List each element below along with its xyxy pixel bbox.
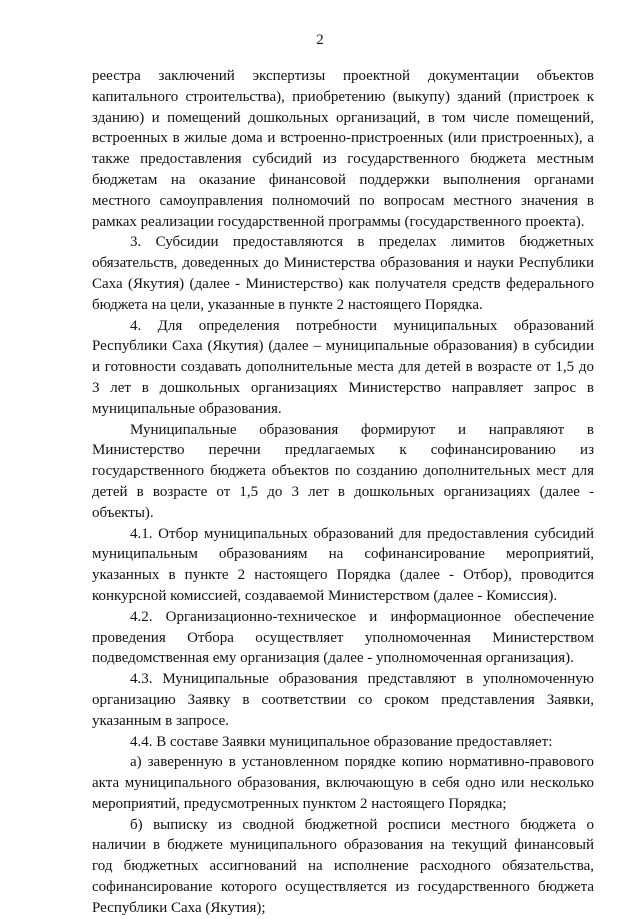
- paragraph-item-4-3: 4.3. Муниципальные образования представляют в уполномоченную организацию Заявку в соответствии со сроком представления Заявки, указанным в запросе.: [92, 671, 594, 729]
- page-number: 2: [316, 32, 324, 48]
- paragraph-subitem-b: б) выписку из сводной бюджетной росписи местного бюджета о наличии в бюджете муниципального образования на текущий финансовый год бюджетных ассигнований на исполнение расходного обязательства, софинансирование которого осуществляется из государственного бюджета Республики Саха (Якутия);: [92, 816, 594, 916]
- paragraph-subitem-a: а) заверенную в установленном порядке копию нормативно-правового акта муниципального образования, включающую в себя одно или несколько мероприятий, предусмотренных пунктом 2 настоящего Порядка;: [92, 754, 594, 812]
- paragraph-item-4-4: 4.4. В составе Заявки муниципальное образование предоставляет:: [130, 733, 553, 750]
- paragraph-municipal-lists: Муниципальные образования формируют и направляют в Министерство перечни предлагаемых к софинансированию из государственного бюджета объектов по созданию дополнительных мест для детей в возрасте от 1,5 до 3 лет в дошкольных организациях (далее - объекты).: [92, 421, 594, 521]
- paragraph-item-4-1: 4.1. Отбор муниципальных образований для предоставления субсидий муниципальным образованиям на софинансирование мероприятий, указанных в пункте 2 настоящего Порядка (далее - Отбор), проводится конкурсной комиссией, создаваемой Министерством (далее - Комиссия).: [92, 525, 594, 604]
- paragraph-item-4-2: 4.2. Организационно-техническое и информационное обеспечение проведения Отбора осуществляет уполномоченная Министерством подведомственная ему организация (далее - уполномоченная организация).: [92, 608, 594, 667]
- document-body: [92, 66, 594, 919]
- paragraph-continuation: реестра заключений экспертизы проектной документации объектов капитального строительства), приобретению (выкупу) зданий (пристроек к зданию) и помещений дошкольных организаций, в том числе помещений, встроенных в жилые дома и встроенно-пристроенных (или пристроенных), а также предоставления субсидий из государственного бюджета местным бюджетам на оказание финансовой поддержки выполнения органами местного самоуправления полномочий по вопросам местного значения в рамках реализации государственной программы (государственного проекта).: [92, 68, 594, 230]
- paragraph-item-4: 4. Для определения потребности муниципальных образований Республики Саха (Якутия) (далее – муниципальные образования) в субсидии и готовности создавать дополнительные места для детей в возрасте от 1,5 до 3 лет в дошкольных организациях Министерство направляет запрос в муниципальные образования.: [92, 317, 594, 417]
- paragraph-item-3: 3. Субсидии предоставляются в пределах лимитов бюджетных обязательств, доведенных до Министерства образования и науки Республики Саха (Якутия) (далее - Министерство) как получателя средств федерального бюджета на цели, указанные в пункте 2 настоящего Порядка.: [92, 234, 594, 313]
